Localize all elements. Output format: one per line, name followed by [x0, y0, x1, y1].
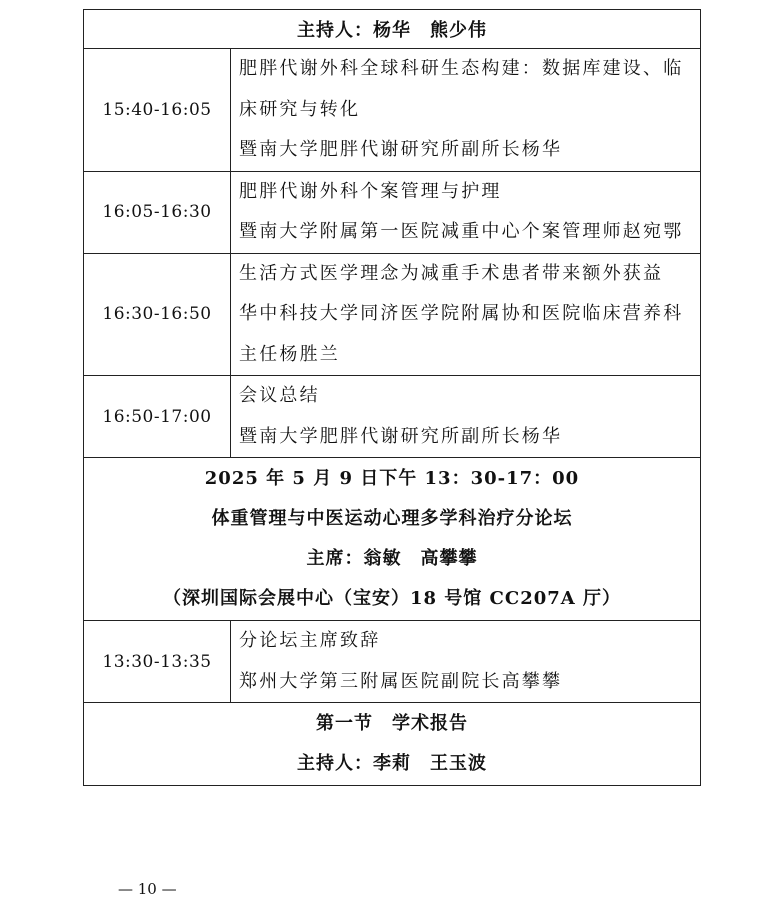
section-header — [84, 703, 701, 786]
session-header-row — [84, 458, 701, 621]
table-row — [84, 621, 701, 703]
desc-cell — [231, 376, 701, 458]
time-cell: 16:05-16:30 — [84, 171, 231, 253]
page-number: — 10 — — [118, 880, 177, 898]
schedule-table — [83, 9, 701, 786]
talk-title: 会议总结 — [239, 385, 320, 406]
table-row — [84, 376, 701, 458]
session-datetime: 2025 年 5 月 9 日下午 13：30-17：00 — [204, 468, 580, 489]
time-cell: 16:30-16:50 — [84, 253, 231, 376]
time-cell: 16:50-17:00 — [84, 376, 231, 458]
forum-venue: （深圳国际会展中心（宝安）18 号馆 CC207A 厅） — [162, 588, 622, 609]
desc-cell — [231, 171, 701, 253]
desc-cell — [231, 621, 701, 703]
table-row — [84, 253, 701, 376]
table-row — [84, 49, 701, 172]
forum-title: 体重管理与中医运动心理多学科治疗分论坛 — [211, 508, 573, 529]
desc-cell — [231, 253, 701, 376]
speaker: 暨南大学肥胖代谢研究所副所长杨华 — [239, 425, 563, 447]
table-row — [84, 171, 701, 253]
talk-title: 生活方式医学理念为减重手术患者带来额外获益 — [239, 262, 664, 284]
speaker: 暨南大学附属第一医院减重中心个案管理师赵宛鄂 — [239, 221, 684, 242]
host-cell: 主持人：杨华 熊少伟 — [84, 10, 701, 49]
talk-title: 肥胖代谢外科个案管理与护理 — [239, 180, 502, 202]
host-row — [84, 10, 701, 49]
forum-chairs: 主席：翁敏 高攀攀 — [306, 548, 478, 569]
talk-title: 分论坛主席致辞 — [239, 630, 381, 651]
speaker: 郑州大学第三附属医院副院长高攀攀 — [239, 670, 563, 692]
section-host: 主持人：李莉 王玉波 — [297, 753, 487, 774]
session-header — [84, 458, 701, 621]
time-cell: 13:30-13:35 — [84, 621, 231, 703]
time-cell: 15:40-16:05 — [84, 49, 231, 172]
speaker: 暨南大学肥胖代谢研究所副所长杨华 — [239, 139, 563, 160]
talk-title: 肥胖代谢外科全球科研生态构建：数据库建设、临床研究与转化 — [239, 58, 684, 120]
speaker: 华中科技大学同济医学院附属协和医院临床营养科主任杨胜兰 — [239, 303, 684, 365]
desc-cell — [231, 49, 701, 172]
section-title: 第一节 学术报告 — [316, 713, 468, 734]
section-header-row — [84, 703, 701, 786]
